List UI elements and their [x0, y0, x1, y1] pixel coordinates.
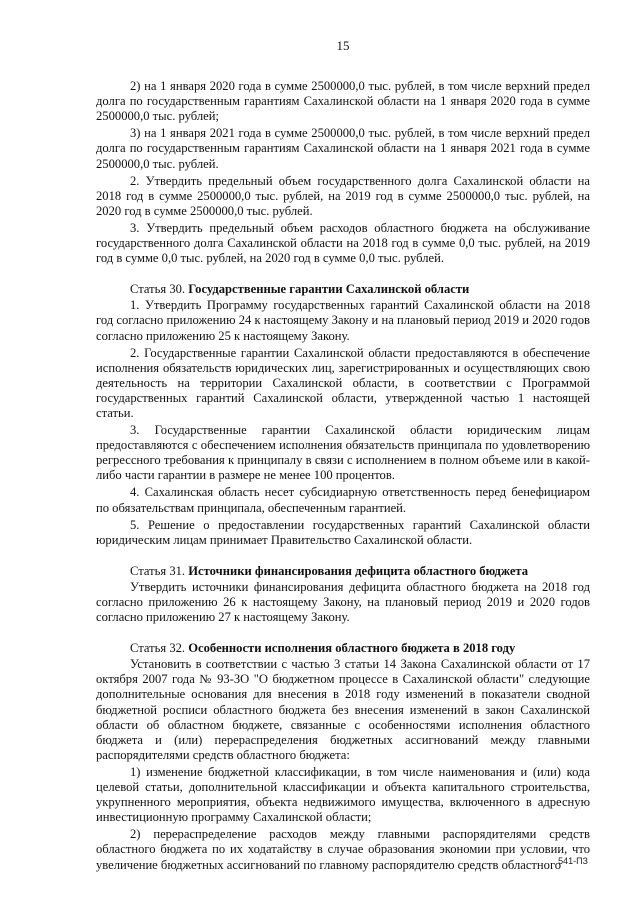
paragraph: 3. Государственные гарантии Сахалинской области юридическим лицам предоставляются с обеспечением исполнения обязательств принципала по удовлетворению регрессного требования к принципалу в связи с исполнением в полном объеме или в какой-либо части гарантии в размере не менее 100 процентов. — [96, 423, 590, 483]
article-prefix: Статья 32. — [130, 641, 186, 656]
paragraph: 5. Решение о предоставлении государственных гарантий Сахалинской области юридическим лицам принимает Правительство Сахалинской области. — [96, 517, 590, 547]
article-title: Источники финансирования дефицита областного бюджета — [188, 563, 529, 578]
paragraph: 2. Государственные гарантии Сахалинской области предоставляются в обеспечение исполнения обязательств юридических лиц, зарегистрированных и осуществляющих свою деятельность на территории Сахалинской области, в соответствии с Программой государственных гарантий Сахалинской области, утвержденной частью 1 настоящей статьи. — [96, 345, 590, 420]
article-heading — [96, 641, 590, 656]
paragraph: 2) на 1 января 2020 года в сумме 2500000,0 тыс. рублей, в том числе верхний предел долга по государственным гарантиям Сахалинской области на 1 января 2020 года в сумме 2500000,0 тыс. рублей; — [96, 79, 590, 124]
paragraph: 2) перераспределение расходов между главными распорядителями средств областного бюджета по их ходатайству в случае образования экономии при условии, что увеличение бюджетных ассигнований по главному распорядителю средств областного — [96, 827, 590, 872]
article-31 — [96, 564, 590, 625]
paragraph: Установить в соответствии с частью 3 статьи 14 Закона Сахалинской области от 17 октября 2007 года № 93-ЗО "О бюджетном процессе в Сахалинской области" следующие дополнительные основания для внесения в 2018 году изменений в показатели сводной бюджетной росписи областного бюджета без внесения изменений в закон Сахалинской области об областном бюджете, связанные с особенностями исполнения областного бюджета и (или) перераспределения бюджетных ассигнований между главными распорядителями средств областного бюджета: — [96, 657, 590, 762]
paragraph: 1. Утвердить Программу государственных гарантий Сахалинской области на 2018 год согласно приложению 24 к настоящему Закону и на плановый период 2019 и 2020 годов согласно приложению 25 к настоящему Закону. — [96, 298, 590, 343]
article-prefix: Статья 30. — [130, 282, 186, 297]
continued-section — [96, 79, 590, 266]
article-heading — [96, 564, 590, 579]
paragraph: 2. Утвердить предельный объем государственного долга Сахалинской области на 2018 год в сумме 2500000,0 тыс. рублей, на 2019 год в сумме 2500000,0 тыс. рублей, на 2020 год в сумме 2500000,0 тыс. рублей. — [96, 173, 590, 218]
article-title: Государственные гарантии Сахалинской области — [188, 282, 470, 297]
article-prefix: Статья 31. — [130, 563, 186, 578]
paragraph: 4. Сахалинская область несет субсидиарную ответственность перед бенефициаром по обязательствам принципала, обеспеченным гарантией. — [96, 485, 590, 515]
paragraph: 3) на 1 января 2021 года в сумме 2500000,0 тыс. рублей, в том числе верхний предел долга по государственным гарантиям Сахалинской области на 1 января 2021 года в сумме 2500000,0 тыс. рублей. — [96, 126, 590, 171]
page-number: 15 — [336, 38, 350, 53]
article-heading — [96, 282, 590, 297]
document-code: 541-ПЗ — [558, 856, 588, 866]
article-30 — [96, 282, 590, 548]
article-title: Особенности исполнения областного бюджета в 2018 году — [188, 641, 516, 656]
article-32 — [96, 641, 590, 872]
paragraph: Утвердить источники финансирования дефицита областного бюджета на 2018 год согласно приложению 26 к настоящему Закону, на плановый период 2019 и 2020 годов согласно приложению 27 к настоящему Закону. — [96, 579, 590, 625]
paragraph: 3. Утвердить предельный объем расходов областного бюджета на обслуживание государственного долга Сахалинской области на 2018 год в сумме 0,0 тыс. рублей, на 2019 год в сумме 0,0 тыс. рублей, на 2020 год в сумме 0,0 тыс. рублей. — [96, 220, 590, 266]
paragraph: 1) изменение бюджетной классификации, в том числе наименования и (или) кода целевой статьи, дополнительной классификации и объекта капитального строительства, укрупненного мероприятия, объекта недвижимого имущества, включенного в адресную инвестиционную программу Сахалинской области; — [96, 764, 590, 825]
